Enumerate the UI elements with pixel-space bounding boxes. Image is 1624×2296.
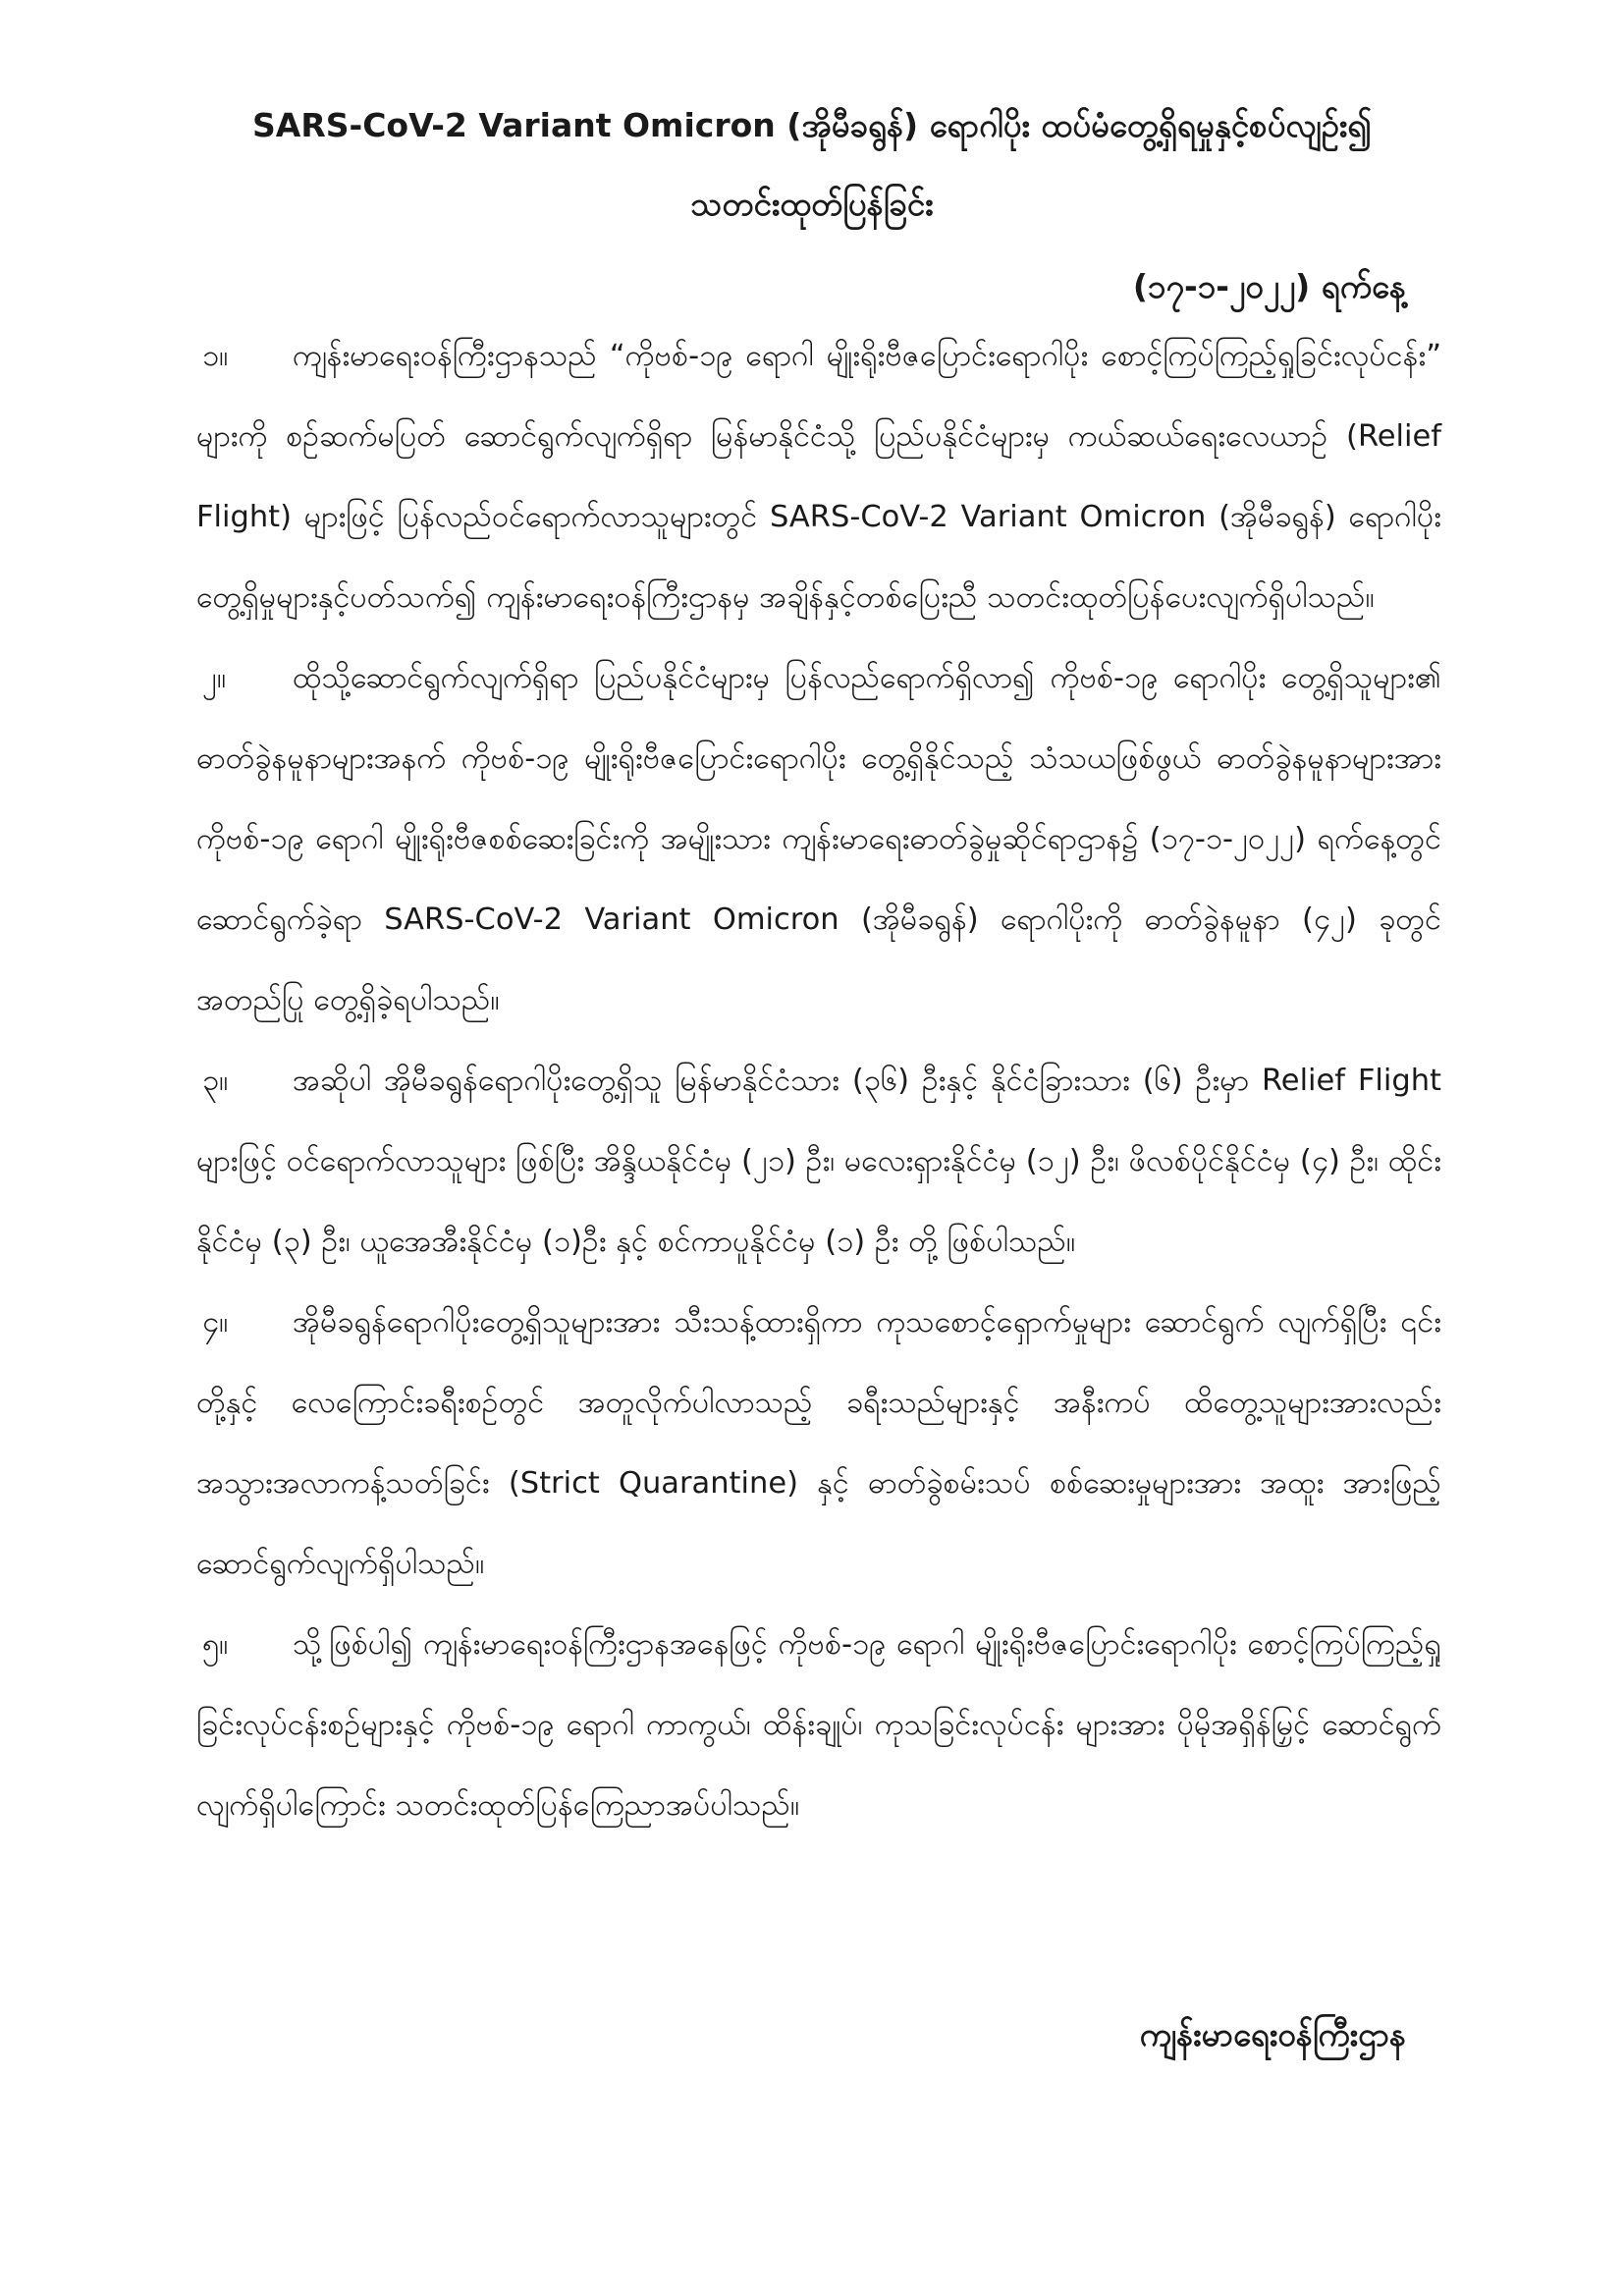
paragraph-3 (196, 1041, 1441, 1283)
paragraph-number: ၅။ (202, 1627, 229, 1662)
paragraph-text: အဆိုပါ အိုမီခရွန်ရောဂါပိုးတွေ့ရှိသူ မြန်မာနိုင်ငံသား (၃၆) ဦးနှင့် နိုင်ငံခြားသား (၆) ဦးမှာ Relief Flight များဖြင့် ဝင်ရောက်လာသူများ ဖြစ်ပြီး အိန္ဒိယနိုင်ငံမှ (၂၁) ဦး၊ မလေးရှားနိုင်ငံမှ (၁၂) ဦး၊ ဖိလစ်ပိုင်နိုင်ငံမှ (၄) ဦး၊ ထိုင်းနိုင်ငံမှ (၃) ဦး၊ ယူအေအီးနိုင်ငံမှ (၁)ဦး နှင့် စင်ကာပူနိုင်ငံမှ (၁) ဦး တို့ ဖြစ်ပါသည်။ (196, 1064, 1441, 1259)
paragraph-5 (196, 1605, 1441, 1846)
paragraph-number: ၂။ (202, 661, 227, 695)
document-body (196, 316, 1441, 1846)
document-date: (၁၇-၁-၂၀၂၂) ရက်နေ့ (1132, 267, 1406, 305)
paragraph-text: အိုမီခရွန်ရောဂါပိုးတွေ့ရှိသူများအား သီးသန့်ထားရှိကာ ကုသစောင့်ရှောက်မှုများ ဆောင်ရွက် လျက်ရှိပြီး ၎င်းတို့နှင့် လေကြောင်းခရီးစဉ်တွင် အတူလိုက်ပါလာသည့် ခရီးသည်များနှင့် အနီးကပ် ထိတွေ့သူများအားလည်း အသွားအလာကန့်သတ်ခြင်း (Strict Quarantine) နှင့် ဓာတ်ခွဲစမ်းသပ် စစ်ဆေးမှုများအား အထူး အားဖြည့် ဆောင်ရွက်လျက်ရှိပါသည်။ (196, 1305, 1441, 1581)
paragraph-text: ထိုသို့ဆောင်ရွက်လျက်ရှိရာ ပြည်ပနိုင်ငံများမှ ပြန်လည်ရောက်ရှိလာ၍ ကိုဗစ်-၁၉ ရောဂါပိုး တွေ့ရှိသူများ၏ ဓာတ်ခွဲနမူနာများအနက် ကိုဗစ်-၁၉ မျိုးရိုးဗီဇပြောင်းရောဂါပိုး တွေ့ရှိနိုင်သည့် သံသယဖြစ်ဖွယ် ဓာတ်ခွဲနမူနာများအား ကိုဗစ်-၁၉ ရောဂါ မျိုးရိုးဗီဇစစ်ဆေးခြင်းကို အမျိုးသား ကျန်းမာရေးဓာတ်ခွဲမှုဆိုင်ရာဌာန၌ (၁၇-၁-၂၀၂၂) ရက်နေ့တွင် ဆောင်ရွက်ခဲ့ရာ SARS-CoV-2 Variant Omicron (အိုမီခရွန်) ရောဂါပိုးကို ဓာတ်ခွဲနမူနာ (၄၂) ခုတွင် အတည်ပြု တွေ့ရှိခဲ့ရပါသည်။ (196, 661, 1441, 1017)
paragraph-4 (196, 1283, 1441, 1605)
paragraph-text: သို့ဖြစ်ပါ၍ ကျန်းမာရေးဝန်ကြီးဌာနအနေဖြင့် ကိုဗစ်-၁၉ ရောဂါ မျိုးရိုးဗီဇပြောင်းရောဂါပိုး စောင့်ကြပ်ကြည့်ရှုခြင်းလုပ်ငန်းစဉ်များနှင့် ကိုဗစ်-၁၉ ရောဂါ ကာကွယ်၊ ထိန်းချုပ်၊ ကုသခြင်းလုပ်ငန်း များအား ပိုမိုအရှိန်မြှင့် ဆောင်ရွက်လျက်ရှိပါကြောင်း သတင်းထုတ်ပြန်ကြေညာအပ်ပါသည်။ (196, 1627, 1441, 1823)
paragraph-2 (196, 638, 1441, 1041)
document-title-line-1: SARS-CoV-2 Variant Omicron (အိုမီခရွန်) ရောဂါပိုး ထပ်မံတွေ့ရှိရမှုနှင့်စပ်လျဉ်း၍ (252, 106, 1372, 144)
paragraph-number: ၄။ (202, 1305, 229, 1339)
ministry-signature: ကျန်းမာရေးဝန်ကြီးဌာန (1139, 2015, 1406, 2053)
paragraph-number: ၃။ (202, 1064, 229, 1098)
document-title-line-2: သတင်းထုတ်ပြန်ခြင်း (690, 185, 934, 223)
paragraph-number: ၁။ (202, 339, 229, 373)
paragraph-1 (196, 316, 1441, 638)
paragraph-text: ကျန်းမာရေးဝန်ကြီးဌာနသည် “ကိုဗစ်-၁၉ ရောဂါ မျိုးရိုးဗီဇပြောင်းရောဂါပိုး စောင့်ကြပ်ကြည့်ရှုခြင်းလုပ်ငန်း” များကို စဉ်ဆက်မပြတ် ဆောင်ရွက်လျက်ရှိရာ မြန်မာနိုင်ငံသို့ ပြည်ပနိုင်ငံများမှ ကယ်ဆယ်ရေးလေယာဉ် (Relief Flight) များဖြင့် ပြန်လည်ဝင်ရောက်လာသူများတွင် SARS-CoV-2 Variant Omicron (အိုမီခရွန်) ရောဂါပိုးတွေ့ရှိမှုများနှင့်ပတ်သက်၍ ကျန်းမာရေးဝန်ကြီးဌာနမှ အချိန်နှင့်တစ်ပြေးညီ သတင်းထုတ်ပြန်ပေးလျက်ရှိပါသည်။ (196, 339, 1441, 615)
